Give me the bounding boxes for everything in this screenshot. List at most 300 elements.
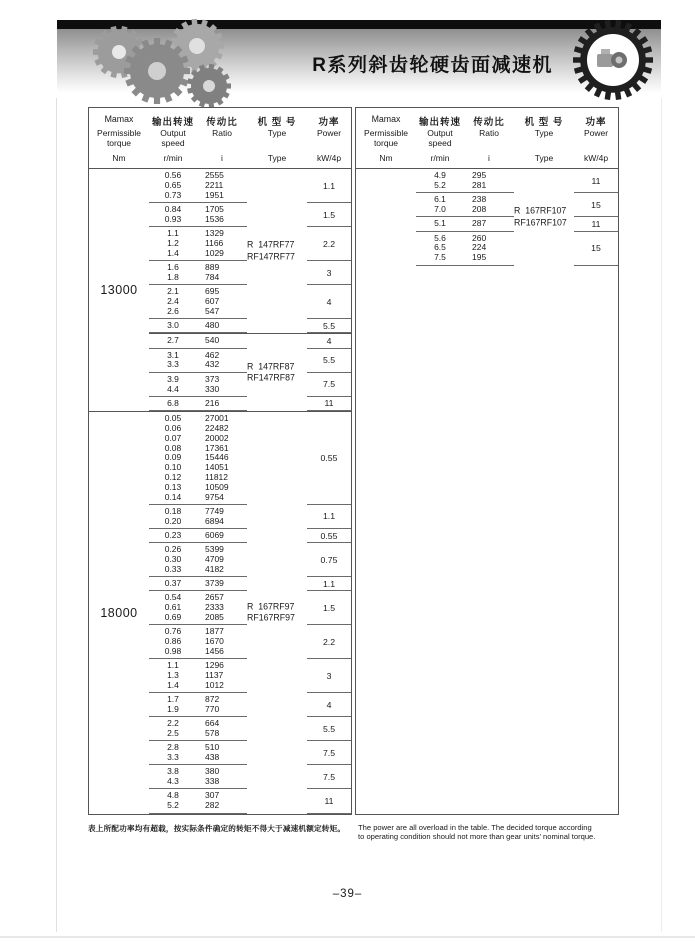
ratio-value: 3739 [205,578,224,589]
ratio-header-en: Ratio [479,128,499,138]
speed-value: 1.9 [167,703,179,714]
speed-value: 7.0 [434,204,446,215]
ratio-value: 872 [205,694,220,705]
ratio-value: 2085 [205,611,224,622]
ratio-value: 224 [472,242,487,253]
type-column-spacer [247,169,307,203]
power-value: 11 [574,217,618,231]
speed-value: 1.1 [167,660,179,671]
type-column-spacer [247,412,307,505]
ratio-list [197,205,247,225]
left-table-body [89,169,351,813]
power-group-row [149,765,351,789]
speed-ratio-cell [149,334,247,348]
type-column-spacer [247,319,307,333]
type-group [416,169,618,265]
speed-ratio-cell [416,169,514,193]
type-column-spacer [247,765,307,789]
ratio-value: 15446 [205,452,229,463]
ratio-value: 2333 [205,602,224,613]
power-value: 1.1 [307,577,351,591]
speed-list [149,695,197,715]
ratio-list [197,287,247,316]
speed-list [149,767,197,787]
type-designation: R 147RF87 RF147RF87 [247,361,295,383]
page-number: –39– [332,888,363,900]
header-banner [57,20,661,95]
header-row-en [356,128,618,148]
speed-ratio-cell [149,693,247,717]
ratio-value: 664 [205,718,220,729]
ratio-list [197,229,247,258]
speed-ratio-cell [149,203,247,227]
speed-list [149,627,197,656]
power-header-en: Power [583,128,609,138]
speed-value: 5.6 [434,232,446,243]
power-group-row [149,169,351,203]
type-group [149,412,351,813]
power-group-row [149,659,351,693]
speed-list [149,791,197,811]
speed-ratio-cell [149,543,247,577]
ratio-value: 2555 [205,170,224,181]
power-value: 5.5 [307,319,351,333]
scan-edge-right [661,98,662,932]
speed-value: 2.1 [167,286,179,297]
type-column-spacer [247,717,307,741]
ratio-value: 380 [205,766,220,777]
ratio-value: 281 [472,179,487,190]
ratio-value: 6894 [205,515,224,526]
speed-value: 6.1 [434,194,446,205]
speed-value: 0.86 [164,636,182,647]
power-group-row [416,169,618,193]
ratio-value: 295 [472,170,487,181]
ratio-value: 1951 [205,189,224,200]
type-column-spacer [514,232,574,266]
speed-value: 0.07 [164,432,182,443]
ratio-value: 1705 [205,204,224,215]
ratio-value: 373 [205,373,220,384]
ratio-value: 5399 [205,544,224,555]
speed-ratio-cell [149,529,247,543]
speed-value: 2.4 [167,295,179,306]
ratio-value: 7749 [205,505,224,516]
speed-value: 0.26 [164,544,182,555]
torque-header-en: Permissible torque [97,128,141,148]
ratio-list [197,414,247,502]
speed-ratio-cell [149,625,247,659]
power-group-row [149,397,351,411]
ratio-header-cn: 传动比 [206,117,238,128]
ratio-list [197,695,247,715]
ratio-list [197,507,247,527]
speed-ratio-cell [149,741,247,765]
scan-edge-bottom [0,936,695,938]
table-header [89,108,351,169]
ratio-value: 195 [472,252,487,263]
torque-unit: Nm [112,153,126,164]
power-group-row [149,625,351,659]
speed-ratio-cell [416,217,514,231]
ratio-value: 510 [205,742,220,753]
power-group-row [149,543,351,577]
speed-value: 0.13 [164,481,182,492]
speed-ratio-cell [149,227,247,261]
ratio-list [197,593,247,622]
speed-value: 3.3 [167,359,179,370]
speed-value: 4.4 [167,383,179,394]
speed-value: 0.06 [164,422,182,433]
ratio-unit: i [221,153,223,164]
spec-tables [88,107,620,815]
power-value: 0.75 [307,543,351,577]
speed-value: 2.6 [167,305,179,316]
ratio-value: 1137 [205,669,224,680]
ratio-list [197,661,247,690]
speed-list [149,375,197,395]
speed-list [149,287,197,316]
table-header [356,108,618,169]
spec-table-right [355,107,619,815]
ratio-value: 2211 [205,179,224,190]
ratio-value: 784 [205,271,220,282]
type-column-spacer [247,659,307,693]
ratio-value: 1877 [205,626,224,637]
type-designation: R 167RF97 RF167RF97 [247,601,295,623]
power-unit: kW/4p [583,153,609,164]
power-value: 2.2 [307,625,351,659]
speed-value: 0.76 [164,626,182,637]
speed-list [149,205,197,225]
section-body [149,412,351,813]
speed-value: 0.23 [164,529,182,540]
speed-value: 0.30 [164,553,182,564]
power-group-row [149,693,351,717]
speed-value: 4.9 [434,170,446,181]
power-value: 1.1 [307,169,351,203]
type-header-cn: 机 型 号 [524,117,564,128]
header-row-cn [89,114,351,128]
speed-header-en: Output speed [427,128,453,148]
ratio-header-en: Ratio [212,128,232,138]
torque-unit: Nm [379,153,393,164]
ratio-unit: i [488,153,490,164]
speed-ratio-cell [149,169,247,203]
speed-list [416,219,464,229]
header-row-en [89,128,351,148]
speed-ratio-cell [149,349,247,373]
type-column-spacer [247,789,307,813]
speed-list [149,321,197,331]
ratio-value: 1029 [205,247,224,258]
ratio-list [197,351,247,371]
speed-list [149,579,197,589]
power-value: 5.5 [307,717,351,741]
ratio-list [197,743,247,763]
ratio-value: 1329 [205,228,224,239]
speed-value: 3.0 [167,320,179,331]
ratio-value: 889 [205,262,220,273]
power-group-row [149,334,351,348]
ratio-value: 770 [205,703,220,714]
power-value: 7.5 [307,741,351,765]
ratio-value: 1536 [205,213,224,224]
speed-value: 5.2 [434,179,446,190]
speed-ratio-cell [149,412,247,505]
power-group-row [149,261,351,285]
speed-list [149,531,197,541]
table-section [89,169,351,411]
ratio-value: 307 [205,790,220,801]
speed-ratio-cell [149,765,247,789]
speed-value: 1.4 [167,247,179,258]
speed-value: 0.12 [164,471,182,482]
power-value: 0.55 [307,529,351,543]
speed-value: 5.1 [434,218,446,229]
speed-value: 0.05 [164,413,182,424]
power-group-row [149,577,351,591]
ratio-list [464,234,514,263]
torque-header: Mamax [104,114,134,124]
speed-value: 3.8 [167,766,179,777]
speed-list [149,593,197,622]
type-column-spacer [514,169,574,193]
torque-value [356,169,416,265]
power-value: 7.5 [307,373,351,397]
type-column-spacer [247,529,307,543]
power-value: 11 [574,169,618,193]
power-group-row [149,412,351,505]
type-unit: Type [534,153,554,164]
ratio-value: 27001 [205,413,229,424]
power-value: 11 [307,789,351,813]
ratio-value: 1456 [205,645,224,656]
speed-value: 2.2 [167,718,179,729]
speed-value: 4.8 [167,790,179,801]
ratio-list [197,399,247,409]
torque-value: 13000 [100,283,138,298]
power-header-cn: 功率 [585,117,607,128]
speed-list [149,507,197,527]
speed-value: 1.4 [167,679,179,690]
speed-value: 0.54 [164,592,182,603]
right-table-body [356,169,618,265]
ratio-value: 6069 [205,529,224,540]
type-unit: Type [267,153,287,164]
power-group-row [149,529,351,543]
ratio-value: 578 [205,727,220,738]
speed-value: 0.84 [164,204,182,215]
type-column-spacer [247,261,307,285]
footnotes [88,823,620,842]
speed-value: 1.6 [167,262,179,273]
speed-ratio-cell [149,789,247,813]
speed-ratio-cell [149,285,247,319]
speed-list [416,234,464,263]
power-value: 4 [307,285,351,319]
section-body [416,169,618,265]
speed-value: 0.73 [164,189,182,200]
speed-value: 5.2 [167,800,179,811]
power-value: 1.5 [307,591,351,625]
ratio-value: 330 [205,383,220,394]
ratio-value: 438 [205,752,220,763]
ratio-value: 9754 [205,491,224,502]
ratio-value: 547 [205,305,220,316]
ratio-value: 462 [205,349,220,360]
speed-value: 6.5 [434,242,446,253]
ratio-value: 480 [205,320,220,331]
speed-value: 3.1 [167,349,179,360]
speed-list [149,263,197,283]
ratio-value: 22482 [205,422,229,433]
power-header-cn: 功率 [318,117,340,128]
ratio-list [197,627,247,656]
speed-ratio-cell [416,232,514,266]
ratio-value: 1166 [205,237,224,248]
ratio-value: 14051 [205,462,229,473]
ratio-value: 282 [205,800,220,811]
content-area [88,107,620,842]
speed-value: 0.93 [164,213,182,224]
ratio-value: 2657 [205,592,224,603]
type-column-spacer [247,693,307,717]
speed-value: 3.3 [167,752,179,763]
power-group-row [149,203,351,227]
power-value: 0.55 [307,412,351,505]
speed-value: 0.61 [164,602,182,613]
speed-value: 0.65 [164,179,182,190]
section-body [149,169,351,411]
ratio-list [197,171,247,200]
type-column-spacer [247,625,307,659]
ratio-list [464,171,514,191]
ratio-value: 695 [205,286,220,297]
speed-value: 0.56 [164,170,182,181]
speed-ratio-cell [149,397,247,411]
type-column-spacer [247,397,307,411]
speed-ratio-cell [149,505,247,529]
power-group-row [416,232,618,266]
ratio-value: 287 [472,218,487,229]
speed-list [149,719,197,739]
type-column-spacer [247,577,307,591]
speed-list [149,336,197,346]
power-value: 15 [574,232,618,266]
power-header-en: Power [316,128,342,138]
speed-ratio-cell [149,261,247,285]
type-group [149,169,351,333]
speed-value: 0.69 [164,611,182,622]
speed-value: 0.18 [164,505,182,516]
power-value: 4 [307,334,351,348]
speed-value: 2.5 [167,727,179,738]
speed-value: 1.2 [167,237,179,248]
power-unit: kW/4p [316,153,342,164]
speed-list [149,171,197,200]
speed-value: 0.20 [164,515,182,526]
power-group-row [149,741,351,765]
speed-unit: r/min [163,153,183,164]
speed-list [149,399,197,409]
torque-header-en: Permissible torque [364,128,408,148]
ratio-list [197,719,247,739]
power-value: 3 [307,659,351,693]
ratio-list [197,545,247,574]
speed-value: 2.8 [167,742,179,753]
power-value: 1.5 [307,203,351,227]
speed-value: 1.8 [167,271,179,282]
type-group [149,333,351,411]
speed-ratio-cell [416,193,514,217]
ratio-value: 4182 [205,563,224,574]
footnote-english-line1: The power are all overload in the table. The decided torque according [358,822,592,832]
table-section [356,169,618,265]
torque-header: Mamax [371,114,401,124]
header-row-units [356,148,618,163]
ratio-list [197,791,247,811]
power-value: 4 [307,693,351,717]
scan-edge-left [56,98,57,932]
speed-value: 0.08 [164,442,182,453]
speed-list [149,743,197,763]
power-value: 11 [307,397,351,411]
spec-table-left [88,107,352,815]
table-section [89,411,351,813]
ratio-value: 607 [205,295,220,306]
page-title: R系列斜齿轮硬齿面减速机 [312,55,553,76]
type-column-spacer [247,505,307,529]
ratio-value: 216 [205,397,220,408]
power-value: 1.1 [307,505,351,529]
speed-value: 7.5 [434,252,446,263]
speed-list [149,414,197,502]
ratio-value: 10509 [205,481,229,492]
ratio-value: 238 [472,194,487,205]
power-value: 15 [574,193,618,217]
ratio-list [197,375,247,395]
type-header-en: Type [534,128,554,138]
type-column-spacer [247,334,307,348]
speed-list [149,661,197,690]
type-column-spacer [247,543,307,577]
speed-list [149,351,197,371]
type-designation: R 147RF77 RF147RF77 [247,239,295,262]
ratio-list [197,321,247,331]
speed-value: 0.14 [164,491,182,502]
type-column-spacer [247,285,307,319]
ratio-value: 20002 [205,432,229,443]
ratio-value: 208 [472,204,487,215]
ratio-list [197,336,247,346]
speed-value: 0.37 [164,578,182,589]
speed-ratio-cell [149,717,247,741]
power-group-row [149,789,351,813]
footnote-english [358,823,595,842]
ratio-value: 17361 [205,442,229,453]
ratio-value: 1296 [205,660,224,671]
speed-ratio-cell [149,319,247,333]
speed-list [416,171,464,191]
speed-value: 2.7 [167,335,179,346]
type-column-spacer [247,203,307,227]
banner-black-strip [57,20,661,29]
speed-ratio-cell [149,577,247,591]
ratio-value: 338 [205,776,220,787]
speed-value: 0.09 [164,452,182,463]
speed-value: 6.8 [167,397,179,408]
